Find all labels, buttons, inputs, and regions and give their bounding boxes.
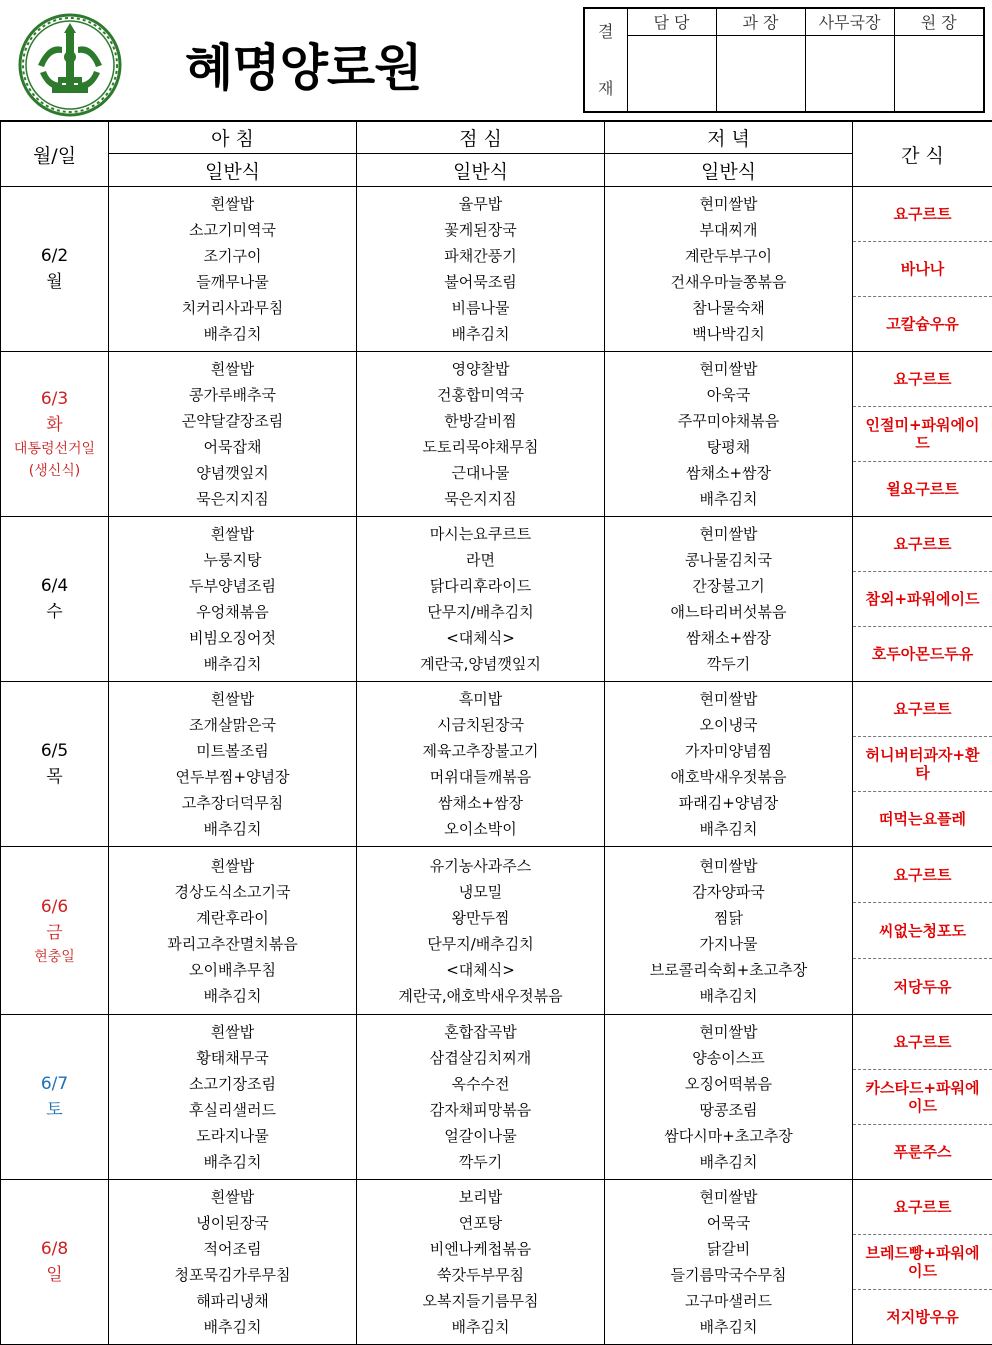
menu-item: 냉모밀	[357, 879, 604, 905]
lunch-menu-cell	[357, 847, 605, 1015]
snack-item: 요구르트	[853, 517, 992, 572]
date-cell	[1, 517, 109, 682]
snack-cell	[853, 847, 992, 1015]
menu-item: 감자양파국	[605, 879, 852, 905]
menu-item: 쌈채소+쌈장	[605, 625, 852, 651]
snack-list	[853, 1015, 992, 1179]
snack-cell	[853, 1180, 992, 1345]
menu-item: 양송이스프	[605, 1045, 852, 1071]
menu-item: 흰쌀밥	[109, 1019, 356, 1045]
day-row	[1, 1180, 992, 1345]
menu-item: 건새우마늘쫑볶음	[605, 269, 852, 295]
date-text: 6/3	[1, 386, 108, 412]
logo-emblem-icon	[18, 13, 122, 117]
menu-item: 고추장더덕무침	[109, 790, 356, 816]
menu-item: 불어묵조림	[357, 269, 604, 295]
menu-item: 백나박김치	[605, 321, 852, 347]
snack-item: 저당두유	[853, 959, 992, 1014]
approval-box	[583, 7, 985, 113]
day-row	[1, 352, 992, 517]
menu-item: 쌈채소+쌈장	[357, 790, 604, 816]
menu-item: 연포탕	[357, 1210, 604, 1236]
menu-item: 꽈리고추잔멸치볶음	[109, 931, 356, 957]
menu-item: 양념깻잎지	[109, 460, 356, 486]
diet-type-dinner: 일반식	[605, 154, 853, 187]
weekday-text: 목	[1, 764, 108, 790]
menu-item: 유기농사과주스	[357, 853, 604, 879]
date-text: 6/7	[1, 1071, 108, 1097]
menu-item: 계란두부구이	[605, 243, 852, 269]
menu-item: 현미쌀밥	[605, 1019, 852, 1045]
signature-box[interactable]	[627, 35, 716, 111]
dinner-menu-cell	[605, 682, 853, 847]
dinner-menu-cell	[605, 517, 853, 682]
breakfast-menu-cell	[109, 682, 357, 847]
signature-box[interactable]	[805, 35, 894, 111]
weekday-text: 금	[1, 920, 108, 946]
date-cell	[1, 1180, 109, 1345]
menu-item: 계란국,애호박새우젓볶음	[357, 983, 604, 1009]
snack-list	[853, 187, 992, 351]
lunch-menu-cell	[357, 1015, 605, 1180]
menu-item: <대체식>	[357, 957, 604, 983]
menu-item: 비빔오징어젓	[109, 625, 356, 651]
menu-item: 율무밥	[357, 191, 604, 217]
header-lunch: 점 심	[357, 121, 605, 154]
date-text: 6/4	[1, 573, 108, 599]
menu-item: 들깨무나물	[109, 269, 356, 295]
menu-item: 고구마샐러드	[605, 1288, 852, 1314]
menu-item: 묵은지지짐	[357, 486, 604, 512]
menu-item: 흰쌀밥	[109, 686, 356, 712]
menu-item: 주꾸미야채볶음	[605, 408, 852, 434]
menu-item: 소고기장조림	[109, 1071, 356, 1097]
menu-item: 배추김치	[109, 321, 356, 347]
diet-type-breakfast: 일반식	[109, 154, 357, 187]
approval-role-office-director: 사무국장	[805, 9, 894, 35]
menu-item: 오징어떡볶음	[605, 1071, 852, 1097]
menu-item: 배추김치	[357, 1314, 604, 1340]
holiday-note: 현충일	[1, 946, 108, 968]
snack-item: 푸룬주스	[853, 1125, 992, 1179]
date-cell	[1, 682, 109, 847]
menu-item: 냉이된장국	[109, 1210, 356, 1236]
menu-item: 배추김치	[605, 983, 852, 1009]
lunch-menu-cell	[357, 1180, 605, 1345]
signature-box[interactable]	[894, 35, 983, 111]
menu-item: 닭갈비	[605, 1236, 852, 1262]
snack-list	[853, 1180, 992, 1344]
menu-body	[1, 187, 992, 1345]
dinner-menu-cell	[605, 1180, 853, 1345]
menu-item: 제육고추장불고기	[357, 738, 604, 764]
menu-item: 배추김치	[605, 486, 852, 512]
menu-item: 미트볼조림	[109, 738, 356, 764]
menu-item: 시금치된장국	[357, 712, 604, 738]
menu-item: 콩나물김치국	[605, 547, 852, 573]
dinner-menu-cell	[605, 847, 853, 1015]
snack-list	[853, 517, 992, 681]
header-dinner: 저 녁	[605, 121, 853, 154]
date-text: 6/8	[1, 1236, 108, 1262]
snack-item: 요구르트	[853, 847, 992, 903]
menu-item: 근대나물	[357, 460, 604, 486]
menu-item: 누룽지탕	[109, 547, 356, 573]
menu-item: 배추김치	[109, 651, 356, 677]
menu-item: 적어조림	[109, 1236, 356, 1262]
page-title: 혜명양로원	[185, 28, 422, 100]
menu-item: 계란국,양념깻잎지	[357, 651, 604, 677]
menu-item: 배추김치	[109, 1314, 356, 1340]
menu-item: 조기구이	[109, 243, 356, 269]
menu-item: 한방갈비찜	[357, 408, 604, 434]
approval-label: 결 재	[585, 9, 627, 111]
menu-item: 배추김치	[605, 1314, 852, 1340]
menu-item: 흑미밥	[357, 686, 604, 712]
weekday-text: 화	[1, 412, 108, 438]
menu-item: 우엉채볶음	[109, 599, 356, 625]
menu-item: 흰쌀밥	[109, 521, 356, 547]
menu-item: 가지나물	[605, 931, 852, 957]
menu-item: 배추김치	[357, 321, 604, 347]
menu-item: 어묵잡채	[109, 434, 356, 460]
menu-item: 해파리냉채	[109, 1288, 356, 1314]
menu-item: 꽃게된장국	[357, 217, 604, 243]
menu-item: 왕만두찜	[357, 905, 604, 931]
menu-item: 흰쌀밥	[109, 356, 356, 382]
snack-cell	[853, 187, 992, 352]
menu-item: 닭다리후라이드	[357, 573, 604, 599]
snack-item: 인절미+파워에이드	[853, 407, 992, 462]
menu-item: 얼갈이나물	[357, 1123, 604, 1149]
menu-item: 도라지나물	[109, 1123, 356, 1149]
menu-item: 건홍합미역국	[357, 382, 604, 408]
snack-item: 브레드빵+파워에이드	[853, 1235, 992, 1290]
menu-item: 아욱국	[605, 382, 852, 408]
menu-item: 배추김치	[605, 816, 852, 842]
header-snack: 간 식	[853, 121, 992, 187]
menu-item: 쌈다시마+초고추장	[605, 1123, 852, 1149]
date-text: 6/2	[1, 243, 108, 269]
snack-cell	[853, 352, 992, 517]
menu-item: 혼합잡곡밥	[357, 1019, 604, 1045]
weekday-text: 월	[1, 269, 108, 295]
snack-item: 호두아몬드두유	[853, 627, 992, 681]
menu-item: 묵은지지짐	[109, 486, 356, 512]
menu-item: 간장불고기	[605, 573, 852, 599]
dinner-menu-cell	[605, 1015, 853, 1180]
date-text: 6/5	[1, 738, 108, 764]
approval-role-director: 원 장	[894, 9, 983, 35]
breakfast-menu-cell	[109, 847, 357, 1015]
menu-item: 배추김치	[109, 816, 356, 842]
menu-item: 현미쌀밥	[605, 1184, 852, 1210]
menu-item: 참나물숙채	[605, 295, 852, 321]
breakfast-menu-cell	[109, 187, 357, 352]
menu-item: 경상도식소고기국	[109, 879, 356, 905]
menu-item: 현미쌀밥	[605, 356, 852, 382]
lunch-menu-cell	[357, 352, 605, 517]
menu-item: 두부양념조림	[109, 573, 356, 599]
snack-item: 씨없는청포도	[853, 903, 992, 959]
menu-item: 단무지/배추김치	[357, 599, 604, 625]
date-cell	[1, 847, 109, 1015]
menu-item: 도토리묵야채무침	[357, 434, 604, 460]
menu-table	[0, 120, 992, 1345]
header	[0, 0, 992, 120]
menu-item: 깍두기	[357, 1149, 604, 1175]
snack-cell	[853, 517, 992, 682]
menu-item: 쌈채소+쌈장	[605, 460, 852, 486]
menu-item: 찜닭	[605, 905, 852, 931]
menu-item: 배추김치	[605, 1149, 852, 1175]
breakfast-menu-cell	[109, 517, 357, 682]
header-breakfast: 아 침	[109, 121, 357, 154]
diet-type-lunch: 일반식	[357, 154, 605, 187]
weekday-text: 일	[1, 1262, 108, 1288]
weekday-text: 토	[1, 1097, 108, 1123]
snack-item: 떠먹는요플레	[853, 792, 992, 846]
menu-item: 브로콜리숙회+초고추장	[605, 957, 852, 983]
menu-item: 깍두기	[605, 651, 852, 677]
menu-item: 현미쌀밥	[605, 853, 852, 879]
date-cell	[1, 352, 109, 517]
snack-item: 요구르트	[853, 187, 992, 242]
menu-item: 땅콩조림	[605, 1097, 852, 1123]
menu-item: 현미쌀밥	[605, 191, 852, 217]
menu-item: 들기름막국수무침	[605, 1262, 852, 1288]
snack-list	[853, 352, 992, 516]
menu-item: 단무지/배추김치	[357, 931, 604, 957]
snack-list	[853, 847, 992, 1014]
menu-item: 비엔나케첩볶음	[357, 1236, 604, 1262]
menu-item: 파채간풍기	[357, 243, 604, 269]
menu-item: 오이냉국	[605, 712, 852, 738]
menu-item: 쑥갓두부무침	[357, 1262, 604, 1288]
snack-item: 요구르트	[853, 682, 992, 737]
snack-item: 요구르트	[853, 1015, 992, 1070]
menu-item: 연두부찜+양념장	[109, 764, 356, 790]
breakfast-menu-cell	[109, 1015, 357, 1180]
date-cell	[1, 1015, 109, 1180]
day-row	[1, 187, 992, 352]
menu-item: 후실리샐러드	[109, 1097, 356, 1123]
snack-cell	[853, 1015, 992, 1180]
menu-item: 조개살맑은국	[109, 712, 356, 738]
menu-item: 오이소박이	[357, 816, 604, 842]
snack-item: 요구르트	[853, 352, 992, 407]
date-cell	[1, 187, 109, 352]
lunch-menu-cell	[357, 187, 605, 352]
dinner-menu-cell	[605, 187, 853, 352]
menu-item: 어묵국	[605, 1210, 852, 1236]
menu-item: 가자미양념찜	[605, 738, 852, 764]
menu-item: 파래김+양념장	[605, 790, 852, 816]
header-date: 월/일	[1, 121, 109, 187]
lunch-menu-cell	[357, 682, 605, 847]
lunch-menu-cell	[357, 517, 605, 682]
day-row	[1, 847, 992, 1015]
snack-cell	[853, 682, 992, 847]
menu-item: 배추김치	[109, 983, 356, 1009]
menu-item: 애느타리버섯볶음	[605, 599, 852, 625]
breakfast-menu-cell	[109, 1180, 357, 1345]
menu-item: 애호박새우젓볶음	[605, 764, 852, 790]
holiday-note: 대통령선거일	[1, 438, 108, 460]
dinner-menu-cell	[605, 352, 853, 517]
menu-item: 소고기미역국	[109, 217, 356, 243]
menu-item: 옥수수전	[357, 1071, 604, 1097]
menu-item: 오복지들기름무침	[357, 1288, 604, 1314]
menu-item: 삼겹살김치찌개	[357, 1045, 604, 1071]
menu-item: 황태채무국	[109, 1045, 356, 1071]
day-row	[1, 682, 992, 847]
breakfast-menu-cell	[109, 352, 357, 517]
snack-item: 저지방우유	[853, 1290, 992, 1344]
day-row	[1, 1015, 992, 1180]
menu-item: 청포묵김가루무침	[109, 1262, 356, 1288]
menu-item: 비름나물	[357, 295, 604, 321]
snack-item: 참외+파워에이드	[853, 572, 992, 627]
menu-item: 탕평채	[605, 434, 852, 460]
snack-list	[853, 682, 992, 846]
day-row	[1, 517, 992, 682]
menu-item: 보리밥	[357, 1184, 604, 1210]
menu-item: 현미쌀밥	[605, 686, 852, 712]
snack-item: 바나나	[853, 242, 992, 297]
menu-item: 치커리사과무침	[109, 295, 356, 321]
menu-item: 라면	[357, 547, 604, 573]
menu-item: 곤약달걀장조림	[109, 408, 356, 434]
approval-role-staff: 담 당	[627, 9, 716, 35]
snack-item: 고칼슘우유	[853, 297, 992, 351]
menu-item: 흰쌀밥	[109, 853, 356, 879]
menu-item: 흰쌀밥	[109, 1184, 356, 1210]
menu-item: 계란후라이	[109, 905, 356, 931]
menu-item: 영양찰밥	[357, 356, 604, 382]
menu-item: 부대찌개	[605, 217, 852, 243]
menu-item: 현미쌀밥	[605, 521, 852, 547]
menu-item: 배추김치	[109, 1149, 356, 1175]
menu-item: 마시는요쿠르트	[357, 521, 604, 547]
menu-item: 오이배추무침	[109, 957, 356, 983]
snack-item: 카스타드+파워에이드	[853, 1070, 992, 1125]
snack-item: 허니버터과자+환타	[853, 737, 992, 792]
date-text: 6/6	[1, 894, 108, 920]
menu-item: 콩가루배추국	[109, 382, 356, 408]
snack-item: 요구르트	[853, 1180, 992, 1235]
signature-box[interactable]	[716, 35, 805, 111]
menu-item: <대체식>	[357, 625, 604, 651]
snack-item: 윌요구르트	[853, 462, 992, 516]
weekday-text: 수	[1, 599, 108, 625]
menu-item: 감자채피망볶음	[357, 1097, 604, 1123]
approval-role-section-chief: 과 장	[716, 9, 805, 35]
holiday-note-sub: (생신식)	[1, 460, 108, 482]
menu-item: 머위대들깨볶음	[357, 764, 604, 790]
menu-item: 흰쌀밥	[109, 191, 356, 217]
